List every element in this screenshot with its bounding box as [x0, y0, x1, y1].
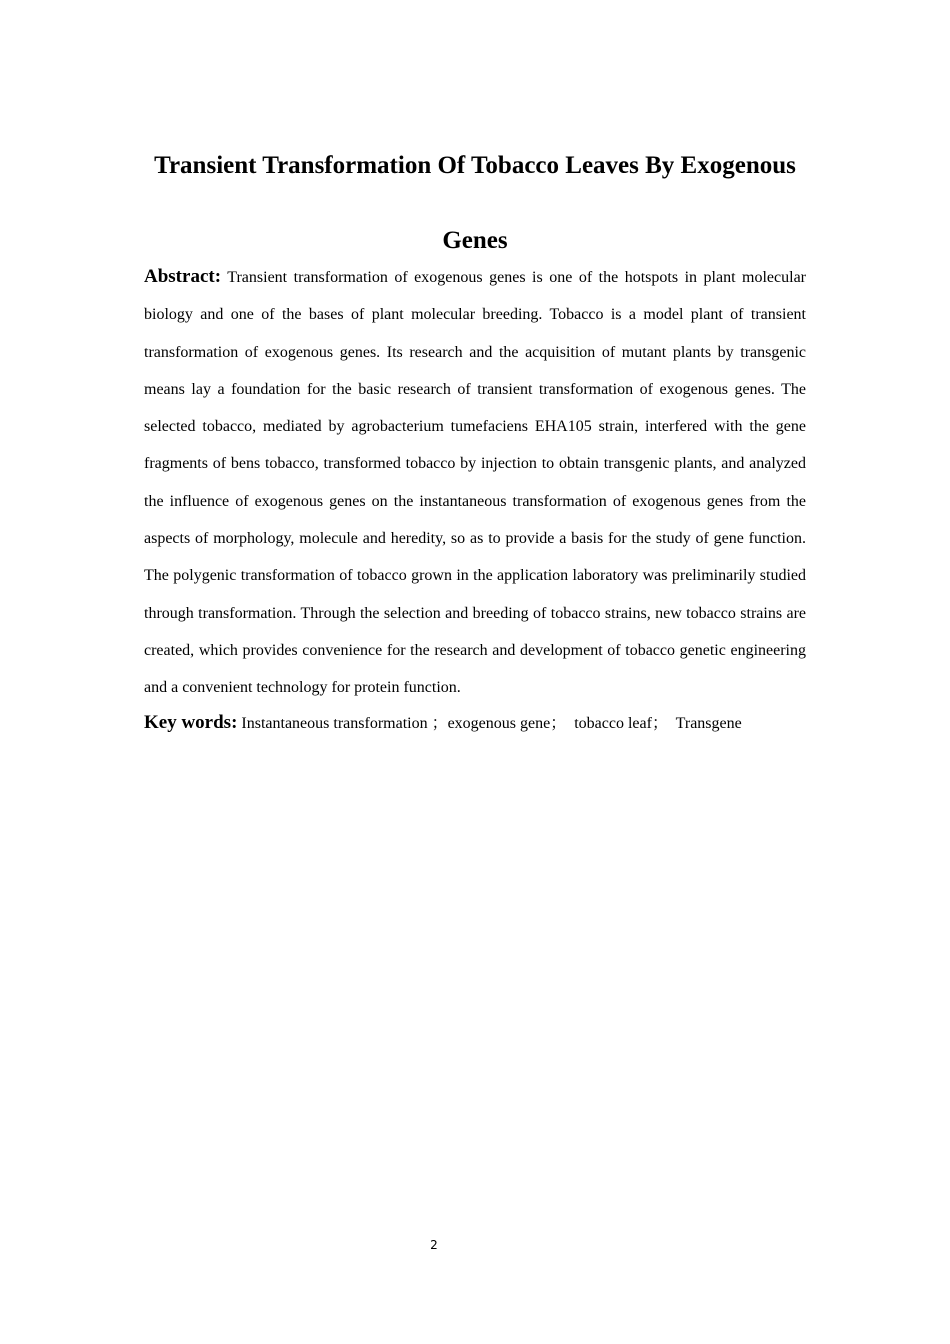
keywords-label: Key words: — [144, 712, 238, 733]
keywords-text: Instantaneous transformation ；exogenous gene； tobacco leaf； Transgene — [241, 715, 742, 732]
keywords-paragraph — [144, 704, 806, 742]
page-number: 2 — [430, 1238, 438, 1252]
abstract-paragraph — [144, 258, 806, 707]
abstract-label: Abstract: — [144, 266, 222, 287]
abstract-text: Transient transformation of exogenous genes is one of the hotspots in plant molecular biology and one of the bases of plant molecular breeding. Tobacco is a model plant of transient transformation of exogenous genes. Its research and the acquisition of mutant plants by transgenic means lay a foundation for the basic research of transient transformation of exogenous genes. The selected tobacco, mediated by agrobacterium tumefaciens EHA105 strain, interfered with the gene fragments of bens tobacco, transformed tobacco by injection to obtain transgenic plants, and analyzed the influence of exogenous genes on the instantaneous transformation of exogenous genes from the aspects of morphology, molecule and heredity, so as to provide a basis for the study of gene function. The polygenic transformation of tobacco grown in the application laboratory was preliminarily studied through transformation. Through the selection and breeding of tobacco strains, new tobacco strains are created, which provides convenience for the research and development of tobacco genetic engineering and a convenient technology for protein function. — [144, 269, 807, 697]
paper-title: Transient Transformation Of Tobacco Leaves By Exogenous Genes — [154, 152, 796, 254]
